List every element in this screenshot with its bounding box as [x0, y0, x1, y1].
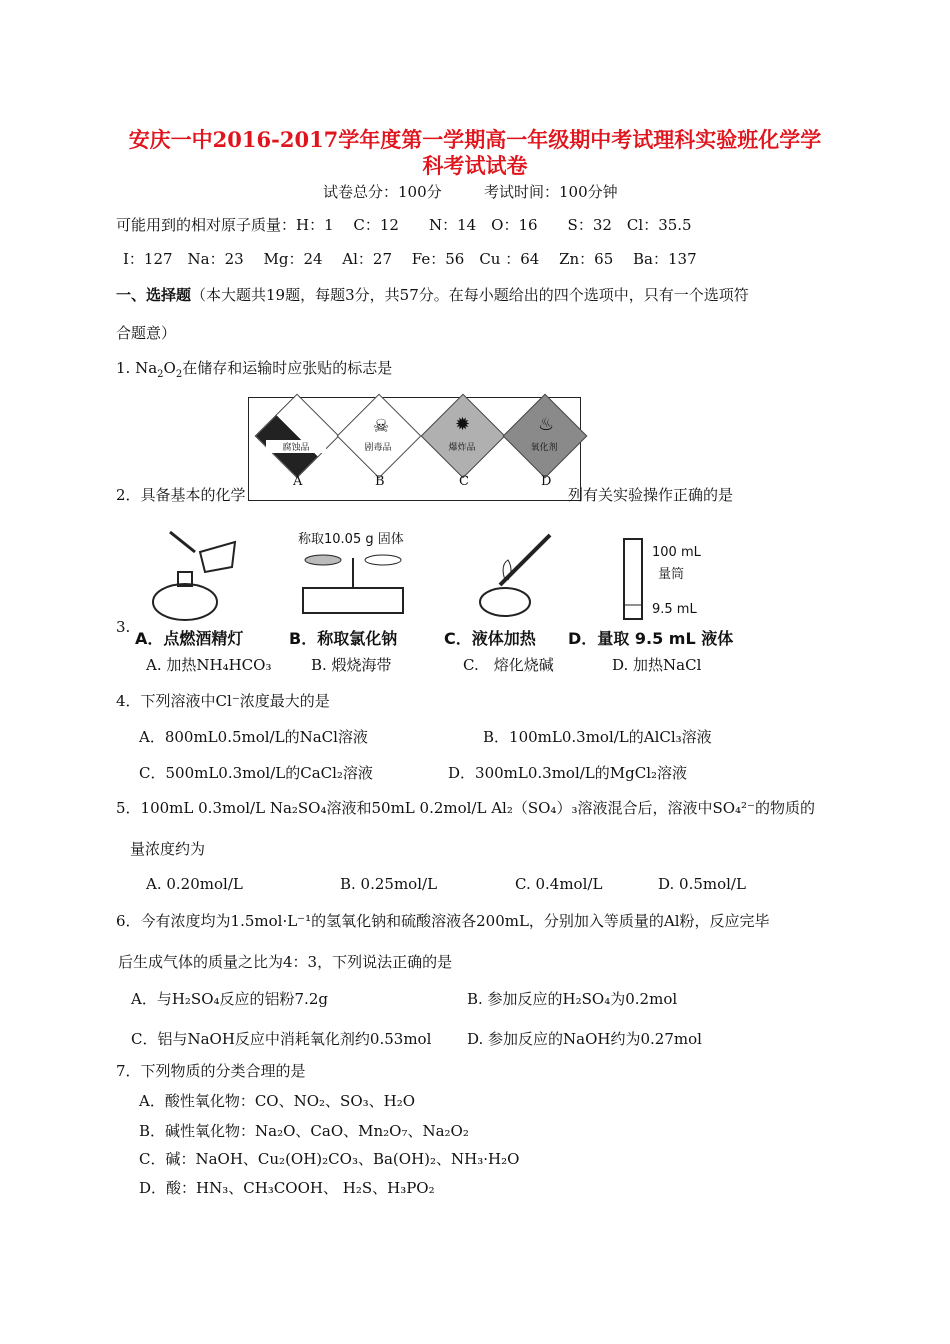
heating-tube-icon: [470, 530, 570, 620]
q6-option-d: D. 参加反应的NaOH约为0.27mol: [467, 1030, 702, 1048]
flame-icon: ♨: [538, 414, 555, 435]
sign-c-letter: C: [459, 474, 469, 489]
q3-option-a: A. 加热NH₄HCO₃: [146, 656, 272, 674]
sign-b-label: 剧毒品: [364, 443, 392, 453]
explosion-icon: ✹: [455, 414, 471, 435]
q4-option-c: C．500mL0.3mol/L的CaCl₂溶液: [139, 764, 373, 782]
q7-option-b: B．碱性氧化物：Na₂O、CaO、Mn₂O₇、Na₂O₂: [139, 1122, 469, 1140]
q3-number: 3.: [116, 618, 131, 636]
title-line-2: 科考试试卷: [422, 153, 528, 178]
q3-option-c: C. 熔化烧碱: [463, 656, 554, 674]
q6-stem-line-2: 后生成气体的质量之比为4：3，下列说法正确的是: [118, 953, 453, 971]
q2-option-b: B．称取氯化钠: [289, 629, 398, 648]
balance-icon: [298, 538, 408, 618]
q4-option-a: A．800mL0.5mol/L的NaCl溶液: [139, 728, 368, 746]
q1-stem-mid: O: [163, 359, 176, 377]
q1-stem-suffix: 在储存和运输时应张贴的标志是: [182, 359, 393, 377]
q7-option-c: C．碱：NaOH、Cu₂(OH)₂CO₃、Ba(OH)₂、NH₃·H₂O: [139, 1150, 520, 1168]
q2-option-d: D．量取 9.5 mL 液体: [568, 629, 734, 648]
q3-option-d: D. 加热NaCl: [612, 656, 702, 674]
q7-option-a: A．酸性氧化物：CO、NO₂、SO₃、H₂O: [139, 1092, 416, 1110]
skull-icon: ☠: [373, 416, 390, 437]
q6-option-a: A．与H₂SO₄反应的铝粉7.2g: [131, 990, 328, 1008]
q7-stem: 7．下列物质的分类合理的是: [116, 1062, 306, 1080]
atomic-masses-line-2: I：127 Na：23 Mg：24 Al：27 Fe：56 Cu ：64 Zn：65 Ba：137: [123, 250, 697, 268]
sign-a-letter: A: [293, 474, 303, 489]
title-line-1: 安庆一中2016-2017学年度第一学期高一年级期中考试理科实验班化学学: [128, 127, 822, 152]
q4-option-b: B．100mL0.3mol/L的AlCl₃溶液: [483, 728, 712, 746]
oxidizer-sign-icon: [503, 394, 588, 479]
balance-caption: 称取10.05 g 固体: [298, 532, 404, 547]
q5-option-c: C. 0.4mol/L: [515, 875, 603, 893]
cylinder-word: 量筒: [658, 567, 685, 582]
cylinder-bottom-label: 9.5 mL: [652, 602, 697, 617]
section-heading: [116, 284, 749, 305]
q2-stem-left: 2．具备基本的化学: [116, 486, 246, 504]
hazard-signs-figure: [248, 397, 581, 501]
q1-stem: [116, 357, 392, 380]
q6-stem-line-1: 6．今有浓度均为1.5mol·L⁻¹的氢氧化钠和硫酸溶液各200mL，分别加入等质量的Al粉，反应完毕: [116, 912, 770, 930]
q3-option-b: B. 煅烧海带: [311, 656, 392, 674]
exam-time: 考试时间：100分钟: [484, 183, 618, 201]
sign-c-label: 爆炸品: [448, 443, 476, 453]
q4-option-d: D．300mL0.3mol/L的MgCl₂溶液: [448, 764, 688, 782]
q5-option-b: B. 0.25mol/L: [340, 875, 438, 893]
alcohol-lamp-icon: [140, 522, 250, 622]
total-score: 试卷总分：100分: [323, 183, 442, 201]
section-heading-line-2: 合题意）: [116, 324, 177, 342]
q2-option-c: C．液体加热: [444, 629, 536, 648]
atomic-masses-line-1: 可能用到的相对原子质量：H：1 C：12 N：14 O：16 S：32 Cl：35.5: [116, 216, 692, 234]
corrosive-sign-icon: [255, 394, 340, 479]
q1-sub1: 2: [157, 369, 164, 380]
sign-d-letter: D: [541, 474, 552, 489]
q2-option-a: A．点燃酒精灯: [135, 629, 244, 648]
q5-option-a: A. 0.20mol/L: [146, 875, 243, 893]
q1-sub2: 2: [175, 369, 183, 380]
q6-option-c: C．铝与NaOH反应中消耗氧化剂约0.53mol: [131, 1030, 432, 1048]
cylinder-top-label: 100 mL: [652, 545, 701, 560]
q5-stem-line-1: 5．100mL 0.3mol/L Na₂SO₄溶液和50mL 0.2mol/L Al₂（SO₄）₃溶液混合后，溶液中SO₄²⁻的物质的: [116, 799, 815, 817]
q6-option-b: B. 参加反应的H₂SO₄为0.2mol: [467, 990, 678, 1008]
q2-stem-right: 列有关实验操作正确的是: [568, 486, 734, 504]
q7-option-d: D．酸：HN₃、CH₃COOH、 H₂S、H₃PO₂: [139, 1179, 435, 1197]
sign-d-label: 氧化剂: [530, 443, 558, 453]
q4-stem: 4．下列溶液中Cl⁻浓度最大的是: [116, 692, 330, 710]
q5-option-d: D. 0.5mol/L: [658, 875, 746, 893]
q1-stem-prefix: 1. Na: [116, 359, 158, 377]
explosive-sign-icon: [421, 394, 506, 479]
sign-b-letter: B: [375, 474, 385, 489]
graduated-cylinder-icon: [618, 535, 648, 625]
section-heading-rest: （本大题共19题，每题3分，共57分。在每小题给出的四个选项中，只有一个选项符: [191, 286, 749, 304]
sign-a-label: 腐蚀品: [266, 440, 326, 453]
q5-stem-line-2: 量浓度约为: [130, 840, 206, 858]
section-heading-bold: 一、选择题: [116, 286, 192, 304]
